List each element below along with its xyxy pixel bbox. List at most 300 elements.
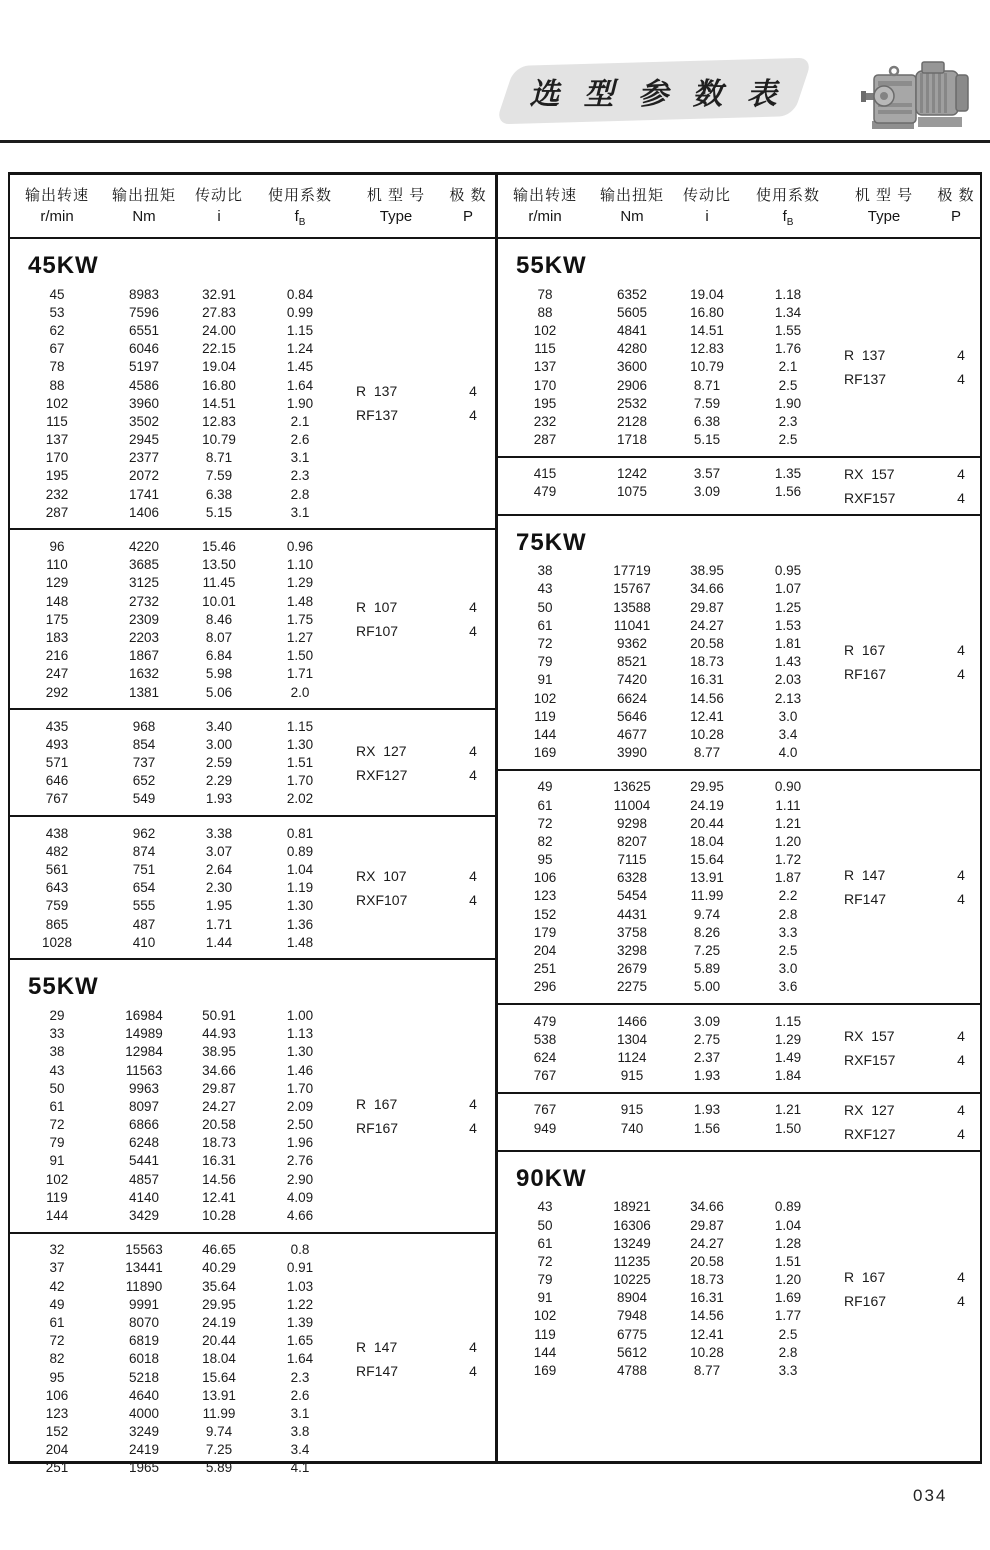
- torque-cell: 2732: [128, 593, 160, 609]
- service-factor-cell: 2.8: [778, 1344, 798, 1360]
- ratio-cell: 3.09: [693, 1013, 721, 1029]
- table-row: [498, 707, 834, 725]
- torque-cell: 3600: [616, 359, 648, 375]
- ratio-cell: 46.65: [202, 1242, 236, 1258]
- block-body: [498, 778, 980, 996]
- ratio-cell: 2.37: [693, 1049, 721, 1065]
- service-factor-cell: 2.3: [778, 413, 798, 429]
- header-unit: P: [950, 208, 961, 225]
- speed-cell: 61: [49, 1314, 65, 1330]
- torque-cell: 8207: [616, 833, 648, 849]
- torque-cell: 15767: [613, 581, 651, 597]
- torque-cell: 2419: [128, 1442, 160, 1458]
- speed-cell: 106: [45, 1387, 69, 1403]
- torque-cell: 7420: [616, 672, 648, 688]
- speed-cell: 53: [49, 304, 65, 320]
- ratio-cell: 2.75: [693, 1031, 721, 1047]
- service-factor-cell: 2.5: [778, 943, 798, 959]
- pole-count: 4: [469, 766, 477, 783]
- type-column: [834, 285, 978, 449]
- service-factor-cell: 1.21: [774, 815, 802, 831]
- page-title: 选 型 参 数 表: [529, 78, 785, 111]
- torque-cell: 6046: [128, 341, 160, 357]
- speed-cell: 45: [49, 286, 65, 302]
- torque-cell: 9991: [128, 1296, 160, 1312]
- table-row: [498, 1030, 834, 1048]
- service-factor-cell: 3.0: [778, 961, 798, 977]
- table-row: [498, 431, 834, 449]
- type-column: [346, 1241, 490, 1477]
- type-name: RXF107: [356, 891, 408, 908]
- service-factor-cell: 0.8: [290, 1242, 310, 1258]
- ratio-cell: 2.59: [205, 755, 233, 771]
- torque-cell: 6352: [616, 286, 648, 302]
- table-row: [498, 634, 834, 652]
- ratio-cell: 16.31: [690, 672, 724, 688]
- speed-cell: 61: [537, 797, 553, 813]
- pole-count: 4: [469, 742, 477, 759]
- type-line: [346, 1119, 490, 1137]
- table-row: [10, 1277, 346, 1295]
- ratio-cell: 24.27: [690, 1235, 724, 1251]
- block-body: [498, 1101, 980, 1143]
- speed-cell: 624: [533, 1049, 557, 1065]
- service-factor-cell: 1.28: [774, 1235, 802, 1251]
- service-factor-cell: 1.81: [774, 636, 802, 652]
- speed-cell: 287: [45, 504, 69, 520]
- torque-cell: 2275: [616, 979, 648, 995]
- table-row: [10, 1188, 346, 1206]
- service-factor-cell: 1.39: [286, 1314, 314, 1330]
- speed-cell: 292: [45, 684, 69, 700]
- service-factor-cell: 4.09: [286, 1189, 314, 1205]
- header-label: 使用系数: [755, 187, 820, 204]
- ratio-cell: 7.59: [205, 468, 233, 484]
- torque-cell: 410: [132, 934, 156, 950]
- ratio-cell: 14.56: [690, 690, 724, 706]
- table-header: [498, 175, 980, 239]
- ratio-cell: 20.58: [202, 1117, 236, 1133]
- table-row: [498, 412, 834, 430]
- header-label: 传动比: [682, 187, 731, 204]
- data-rows: [10, 717, 346, 808]
- service-factor-cell: 3.1: [290, 504, 310, 520]
- pole-count: 4: [469, 891, 477, 908]
- torque-cell: 2203: [128, 629, 160, 645]
- service-factor-cell: 1.27: [286, 629, 314, 645]
- table-row: [498, 1048, 834, 1066]
- service-factor-cell: 2.1: [778, 359, 798, 375]
- torque-cell: 6551: [128, 322, 160, 338]
- speed-cell: 169: [533, 1363, 557, 1379]
- service-factor-cell: 2.03: [774, 672, 802, 688]
- torque-cell: 4140: [128, 1189, 160, 1205]
- speed-cell: 43: [49, 1062, 65, 1078]
- service-factor-cell: 2.5: [778, 432, 798, 448]
- type-column: [346, 1006, 490, 1224]
- service-factor-cell: 3.1: [290, 450, 310, 466]
- table-row: [10, 790, 346, 808]
- table-block: [498, 458, 980, 516]
- speed-cell: 38: [537, 563, 553, 579]
- torque-cell: 8521: [616, 654, 648, 670]
- ratio-cell: 13.91: [202, 1387, 236, 1403]
- table-row: [10, 860, 346, 878]
- torque-cell: 11004: [613, 797, 651, 813]
- speed-cell: 72: [537, 1253, 553, 1269]
- torque-cell: 3429: [128, 1208, 160, 1224]
- type-line: [834, 1101, 978, 1119]
- table-row: [498, 483, 834, 501]
- service-factor-cell: 1.35: [774, 466, 802, 482]
- speed-cell: 493: [45, 736, 69, 752]
- torque-cell: 6624: [616, 690, 648, 706]
- ratio-cell: 1.95: [205, 898, 233, 914]
- pole-count: 4: [957, 1101, 965, 1118]
- data-rows: [10, 1006, 346, 1224]
- speed-cell: 123: [45, 1405, 69, 1421]
- ratio-cell: 10.79: [202, 432, 236, 448]
- pole-count: 4: [957, 1028, 965, 1045]
- speed-cell: 67: [49, 341, 65, 357]
- torque-cell: 1741: [128, 486, 160, 502]
- type-line: [346, 1338, 490, 1356]
- data-rows: [498, 1198, 834, 1380]
- type-name: RF147: [356, 1362, 399, 1379]
- service-factor-cell: 0.89: [774, 1199, 802, 1215]
- block-body: [10, 717, 495, 808]
- service-factor-cell: 2.8: [290, 486, 310, 502]
- block-body: [498, 465, 980, 507]
- table-row: [10, 1313, 346, 1331]
- table-row: [498, 689, 834, 707]
- torque-cell: 915: [620, 1068, 644, 1084]
- speed-cell: 482: [45, 843, 69, 859]
- type-line: [346, 867, 490, 885]
- service-factor-cell: 1.04: [286, 862, 314, 878]
- data-rows: [10, 824, 346, 951]
- service-factor-cell: 1.48: [286, 934, 314, 950]
- torque-cell: 6328: [616, 870, 648, 886]
- service-factor-cell: 1.29: [286, 575, 314, 591]
- table-block: [498, 1005, 980, 1094]
- speed-cell: 102: [45, 1171, 69, 1187]
- service-factor-cell: 1.71: [286, 666, 314, 682]
- ratio-cell: 15.64: [202, 1369, 236, 1385]
- data-rows: [498, 1101, 834, 1143]
- ratio-cell: 34.66: [202, 1062, 236, 1078]
- block-body: [498, 562, 980, 762]
- speed-cell: 251: [45, 1460, 69, 1476]
- speed-cell: 82: [49, 1351, 65, 1367]
- torque-cell: 3960: [128, 395, 160, 411]
- ratio-cell: 20.44: [202, 1333, 236, 1349]
- torque-cell: 5454: [616, 888, 648, 904]
- block-body: [498, 1012, 980, 1085]
- speed-cell: 42: [49, 1278, 65, 1294]
- section-title: 55KW: [28, 973, 99, 1001]
- table-block: [498, 1094, 980, 1152]
- service-factor-cell: 1.90: [774, 395, 802, 411]
- header-label: 极 数: [937, 187, 975, 204]
- speed-cell: 767: [533, 1102, 557, 1118]
- service-factor-cell: 1.19: [286, 880, 314, 896]
- service-factor-cell: 2.8: [778, 906, 798, 922]
- table-row: [498, 796, 834, 814]
- header-label: 极 数: [449, 187, 487, 204]
- table-row: [498, 598, 834, 616]
- table-row: [10, 1404, 346, 1422]
- speed-cell: 49: [49, 1296, 65, 1312]
- speed-cell: 561: [45, 862, 69, 878]
- ratio-cell: 24.00: [202, 322, 236, 338]
- type-name: RXF157: [844, 1052, 896, 1069]
- service-factor-cell: 3.3: [778, 1363, 798, 1379]
- service-factor-cell: 2.02: [286, 791, 314, 807]
- torque-cell: 874: [132, 843, 156, 859]
- ratio-cell: 10.79: [690, 359, 724, 375]
- table-row: [498, 1198, 834, 1216]
- table-row: [10, 1295, 346, 1313]
- speed-cell: 438: [45, 825, 69, 841]
- table-row: [10, 1423, 346, 1441]
- ratio-cell: 34.66: [690, 581, 724, 597]
- table-row: [498, 960, 834, 978]
- ratio-cell: 14.51: [202, 395, 236, 411]
- table-row: [10, 537, 346, 555]
- service-factor-cell: 3.4: [778, 726, 798, 742]
- table-row: [10, 628, 346, 646]
- table-row: [498, 358, 834, 376]
- service-factor-cell: 1.20: [774, 833, 802, 849]
- ratio-cell: 12.41: [690, 708, 724, 724]
- table-row: [498, 616, 834, 634]
- pole-count: 4: [957, 641, 965, 658]
- service-factor-cell: 1.21: [774, 1102, 802, 1118]
- torque-cell: 6775: [616, 1326, 648, 1342]
- ratio-cell: 24.27: [690, 617, 724, 633]
- ratio-cell: 16.31: [202, 1153, 236, 1169]
- speed-cell: 144: [533, 726, 557, 742]
- speed-cell: 232: [45, 486, 69, 502]
- torque-cell: 5218: [128, 1369, 160, 1385]
- table-row: [10, 321, 346, 339]
- table-row: [10, 574, 346, 592]
- torque-cell: 3502: [128, 413, 160, 429]
- type-line: [834, 370, 978, 388]
- header-unit: r/min: [528, 208, 562, 225]
- service-factor-cell: 2.50: [286, 1117, 314, 1133]
- torque-cell: 1381: [128, 684, 160, 700]
- type-line: [346, 1095, 490, 1113]
- ratio-cell: 24.27: [202, 1098, 236, 1114]
- torque-cell: 1632: [128, 666, 160, 682]
- service-factor-cell: 2.5: [778, 1326, 798, 1342]
- type-column: [834, 1198, 978, 1380]
- torque-cell: 1466: [616, 1013, 648, 1029]
- service-factor-cell: 2.6: [290, 1387, 310, 1403]
- torque-cell: 11563: [125, 1062, 163, 1078]
- torque-cell: 5605: [616, 304, 648, 320]
- service-factor-cell: 1.96: [286, 1135, 314, 1151]
- table-row: [498, 1234, 834, 1252]
- torque-cell: 6819: [128, 1333, 160, 1349]
- ratio-cell: 9.74: [693, 906, 721, 922]
- service-factor-cell: 1.07: [774, 581, 802, 597]
- speed-cell: 1028: [41, 934, 73, 950]
- service-factor-cell: 3.0: [778, 708, 798, 724]
- table-row: [10, 1006, 346, 1024]
- type-column: [346, 824, 490, 951]
- block-body: [10, 1006, 495, 1224]
- ratio-cell: 18.04: [690, 833, 724, 849]
- table-row: [10, 431, 346, 449]
- table-row: [10, 467, 346, 485]
- speed-cell: 43: [537, 581, 553, 597]
- block-body: [10, 285, 495, 521]
- speed-cell: 119: [46, 1189, 68, 1205]
- data-rows: [10, 537, 346, 701]
- speed-cell: 95: [49, 1369, 65, 1385]
- speed-cell: 170: [45, 450, 69, 466]
- block-body: [498, 285, 980, 449]
- service-factor-cell: 1.45: [286, 359, 314, 375]
- ratio-cell: 29.95: [690, 779, 724, 795]
- ratio-cell: 3.09: [693, 484, 721, 500]
- torque-cell: 5197: [128, 359, 160, 375]
- speed-cell: 571: [45, 755, 69, 771]
- table-row: [498, 1119, 834, 1137]
- header-units-row: [10, 208, 495, 228]
- ratio-cell: 12.41: [202, 1189, 236, 1205]
- table-row: [498, 285, 834, 303]
- torque-cell: 7948: [616, 1308, 648, 1324]
- ratio-cell: 18.04: [202, 1351, 236, 1367]
- table-row: [498, 1343, 834, 1361]
- service-factor-cell: 1.76: [774, 341, 802, 357]
- type-name: RX 127: [356, 742, 407, 759]
- table-row: [498, 869, 834, 887]
- pole-count: 4: [469, 383, 477, 400]
- torque-cell: 7596: [128, 304, 160, 320]
- title-banner: [505, 62, 803, 120]
- ratio-cell: 8.71: [693, 377, 721, 393]
- torque-cell: 962: [132, 825, 156, 841]
- torque-cell: 6866: [128, 1117, 160, 1133]
- header-labels-row: [10, 184, 495, 205]
- torque-cell: 549: [132, 791, 156, 807]
- type-name: R 137: [844, 346, 886, 363]
- ratio-cell: 5.89: [205, 1460, 233, 1476]
- torque-cell: 14989: [125, 1026, 163, 1042]
- type-line: [834, 890, 978, 908]
- table-row: [498, 1101, 834, 1119]
- table-row: [10, 754, 346, 772]
- torque-cell: 3249: [128, 1424, 160, 1440]
- ratio-cell: 8.26: [693, 924, 721, 940]
- table-row: [498, 1252, 834, 1270]
- speed-cell: 79: [537, 1272, 553, 1288]
- table-row: [10, 1025, 346, 1043]
- ratio-cell: 29.87: [202, 1080, 236, 1096]
- table-block: [10, 530, 495, 710]
- service-factor-cell: 1.29: [774, 1031, 802, 1047]
- speed-cell: 37: [49, 1260, 65, 1276]
- service-factor-cell: 1.36: [286, 916, 314, 932]
- speed-cell: 148: [45, 593, 69, 609]
- service-factor-cell: 1.30: [286, 898, 314, 914]
- table-row: [10, 1259, 346, 1277]
- torque-cell: 1867: [128, 648, 160, 664]
- speed-cell: 232: [533, 413, 557, 429]
- service-factor-cell: 1.56: [774, 484, 802, 500]
- speed-cell: 646: [45, 773, 69, 789]
- speed-cell: 88: [537, 304, 553, 320]
- service-factor-cell: 0.95: [774, 563, 802, 579]
- ratio-cell: 2.64: [205, 862, 233, 878]
- ratio-cell: 11.99: [202, 1405, 236, 1421]
- torque-cell: 7115: [617, 852, 647, 868]
- table-row: [498, 1216, 834, 1234]
- table-row: [10, 1079, 346, 1097]
- service-factor-cell: 0.81: [286, 825, 314, 841]
- speed-cell: 61: [537, 1235, 553, 1251]
- table-header: [10, 175, 495, 239]
- service-factor-cell: 4.0: [778, 745, 798, 761]
- block-body: [10, 1241, 495, 1477]
- service-factor-cell: 1.04: [774, 1217, 802, 1233]
- service-factor-cell: 1.15: [774, 1013, 802, 1029]
- ratio-cell: 38.95: [202, 1044, 236, 1060]
- header-unit: Type: [379, 208, 413, 225]
- section-title: 75KW: [516, 528, 587, 556]
- pole-count: 4: [469, 1119, 477, 1136]
- speed-cell: 119: [534, 1326, 556, 1342]
- table-row: [10, 1206, 346, 1224]
- speed-cell: 78: [537, 286, 553, 302]
- type-column: [346, 717, 490, 808]
- speed-cell: 95: [537, 852, 553, 868]
- torque-cell: 1406: [128, 504, 160, 520]
- service-factor-cell: 2.1: [290, 413, 310, 429]
- table-row: [498, 1012, 834, 1030]
- ratio-cell: 3.07: [205, 843, 233, 859]
- pole-count: 4: [469, 867, 477, 884]
- type-name: RXF127: [356, 766, 408, 783]
- torque-cell: 6248: [128, 1135, 160, 1151]
- service-factor-cell: 2.09: [286, 1098, 314, 1114]
- speed-cell: 129: [45, 575, 69, 591]
- service-factor-cell: 1.69: [774, 1290, 802, 1306]
- speed-cell: 72: [49, 1333, 65, 1349]
- speed-cell: 29: [49, 1007, 65, 1023]
- pole-count: 4: [957, 890, 965, 907]
- type-line: [834, 665, 978, 683]
- service-factor-cell: 1.90: [286, 395, 314, 411]
- service-factor-cell: 1.22: [286, 1296, 314, 1312]
- ratio-cell: 20.58: [690, 1253, 724, 1269]
- speed-cell: 32: [49, 1242, 65, 1258]
- ratio-cell: 1.93: [693, 1102, 721, 1118]
- speed-cell: 251: [533, 961, 557, 977]
- service-factor-cell: 1.13: [286, 1026, 314, 1042]
- torque-cell: 737: [132, 755, 156, 771]
- service-factor-cell: 3.4: [290, 1442, 310, 1458]
- torque-cell: 3758: [616, 924, 648, 940]
- speed-cell: 949: [533, 1120, 557, 1136]
- speed-cell: 415: [533, 466, 557, 482]
- data-rows: [498, 562, 834, 762]
